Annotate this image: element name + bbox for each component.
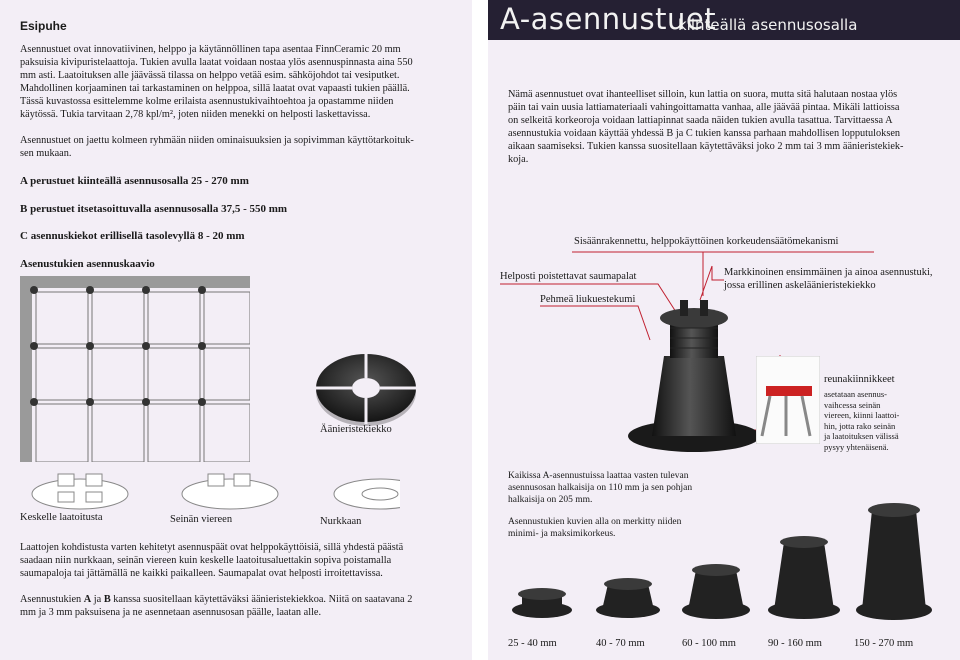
intro-paragraph — [20, 44, 413, 121]
shim-note-line: Asennustukien A ja B kanssa suositellaan käytettäväksi äänieristekiekkoa. Niitä on saatavana 2 — [20, 594, 413, 605]
intro-line: mm asti. Laatoituksen alle jäävässä tilassa on helppo vetää esim. sähköjohdot tai vesiputket. — [20, 69, 400, 81]
grouping-paragraph — [20, 135, 414, 161]
type-a-heading: A perustuet kiinteällä asennusosalla 25 - 270 mm — [20, 175, 249, 187]
info-line: asennusosan halkaisija on 110 mm ja sen pohjan — [508, 482, 693, 493]
size-label: 150 - 270 mm — [854, 637, 914, 649]
page-gutter — [472, 0, 488, 660]
size-label: 60 - 100 mm — [682, 637, 736, 649]
placement-line: saadaan niin nurkkaan, seinän viereen kuin keskelle laatoitusaluettakin sopiva poistamalla — [20, 554, 392, 566]
info-line: minimi- ja maksimikorkeus. — [508, 528, 616, 539]
shim-note-paragraph — [20, 594, 412, 620]
acoustic-shim-disc — [314, 348, 418, 428]
hooks-line: ja laatoituksen välissä — [824, 431, 899, 442]
pedestal-large-photo — [624, 296, 764, 456]
callout-marked-1: Markkinoinen ensimmäinen ja ainoa asennustuki, — [724, 267, 933, 278]
hooks-line: asetataan asennus- — [824, 389, 888, 399]
shim-label: Äänieristekiekko — [320, 424, 392, 435]
wall-top — [20, 276, 250, 288]
installation-grid-diagram — [20, 276, 250, 462]
size-label: 40 - 70 mm — [596, 637, 645, 649]
right-intro-line: asennustukia voidaan käyttää yhdessä B ja C tukien kanssa parhaan mahdollisen lopputuloksen — [508, 127, 901, 139]
intro-line: Mahdollinen korjaaminen tai tarkastaminen on helppoa, sillä laatat ovat vapaasti tukien päällä. — [20, 82, 410, 94]
installation-heads-drawings — [20, 466, 400, 512]
info-line: Kaikissa A-asennustuissa laattaa vasten tulevan — [508, 471, 689, 481]
hooks-title: reunakiinnikkeet — [824, 374, 895, 385]
wall-left — [20, 276, 32, 462]
intro-line: Tässä kuvastossa esittelemme kolme erilaista asennustukivaihtoehtoa ja opastamme niiden — [20, 95, 394, 107]
intro-line: Asennustuet ovat innovatiivinen, helppo ja käytännöllinen tapa asentaa FinnCeramic 20 mm — [20, 44, 401, 55]
size-label: 25 - 40 mm — [508, 637, 557, 649]
position-wall-label: Seinän viereen — [170, 514, 233, 525]
callout-mechanism: Sisäänrakennettu, helppokäyttöinen korkeudensäätömekanismi — [574, 236, 839, 247]
right-intro-line: koja. — [508, 153, 529, 165]
right-page — [488, 0, 960, 660]
section-title: Esipuhe — [20, 19, 67, 33]
callout-marked-2: jossa erillinen askeläänieristekiekko — [724, 280, 876, 291]
placement-line: Laattojen kohdistusta varten kehitetyt asennuspäät ovat helppokäyttöisiä, sillä yhdestä päästä — [20, 542, 404, 553]
edge-clip-photo — [756, 356, 820, 444]
info-line: halkaisija on 205 mm. — [508, 494, 593, 505]
banner-title: A-asennustuet — [500, 2, 717, 36]
intro-line: käytössä. Tukia tarvitaan 2,78 kpl/m², joten niiden menekki on helposti laskettavissa. — [20, 108, 371, 120]
right-intro-line: Nämä asennustuet ovat ihanteelliset silloin, kun lattia on suora, mutta sitä halutaan nostaa ylös — [508, 89, 898, 100]
hooks-description — [824, 389, 899, 453]
banner-subtitle: kiinteällä asennusosalla — [678, 16, 858, 34]
right-intro-line: on selkeitä korkeoroja voidaan lattiapinnat saada näiden tukien avulla tasattua. Tarvittaessa A — [508, 114, 893, 126]
right-intro-line: päin tai vain uusia lattiamateriaali vahingoittamatta vanhaa, alle jäävää pintaa. Mikäli lattioissa — [508, 101, 900, 113]
grouping-line: sen mukaan. — [20, 147, 72, 159]
size-label: 90 - 160 mm — [768, 637, 822, 649]
right-intro-line: aikaan saamiseksi. Tukien kanssa suositellaan käytettäväksi joko 2 mm tai 3 mm äänieristekiek- — [508, 140, 904, 152]
callout-soft-rubber: Pehmeä liukuestekumi — [540, 294, 636, 305]
hooks-line: vaihcessa seinän — [824, 399, 881, 410]
placement-paragraph — [20, 542, 403, 581]
position-center-label: Keskelle laatoitusta — [20, 512, 103, 523]
hooks-line: viereen, kiinni laattoi- — [824, 410, 900, 421]
type-b-heading: B perustuet itsetasoittuvalla asennusosalla 37,5 - 550 mm — [20, 203, 288, 215]
shim-note-line: mm ja 3 mm paksuisena ja ne asennetaan asennusosan päälle, laatan alle. — [20, 606, 322, 618]
position-corner-label: Nurkkaan — [320, 516, 362, 527]
grouping-line: Asennustuet on jaettu kolmeen ryhmään niiden ominaisuuksien ja sopivimman käyttötarkoituk- — [20, 135, 414, 146]
pedestal-size-photos — [498, 490, 948, 622]
type-c-heading: C asennuskiekot erillisellä tasolevyllä 8 - 20 mm — [20, 230, 245, 242]
left-page — [0, 0, 472, 660]
info-line: Asennustukien kuvien alla on merkitty niiden — [508, 517, 682, 527]
callout-removable-joints: Helposti poistettavat saumapalat — [500, 271, 637, 282]
hooks-line: pysyy yhtenäisenä. — [824, 441, 889, 452]
intro-line: paksuisia kivipuristelaattoja. Tukien avulla laatat voidaan nostaa ylös asennuspinnasta aina 550 — [20, 56, 413, 68]
placement-line: saumapaloja tai jättämällä ne kaikki paikalleen. Saumapalat ovat helposti irroitettavissa. — [20, 567, 383, 579]
diagram-heading: Asenustukien asennuskaavio — [20, 258, 155, 270]
hooks-line: hin, jotta rako seinän — [824, 420, 896, 431]
